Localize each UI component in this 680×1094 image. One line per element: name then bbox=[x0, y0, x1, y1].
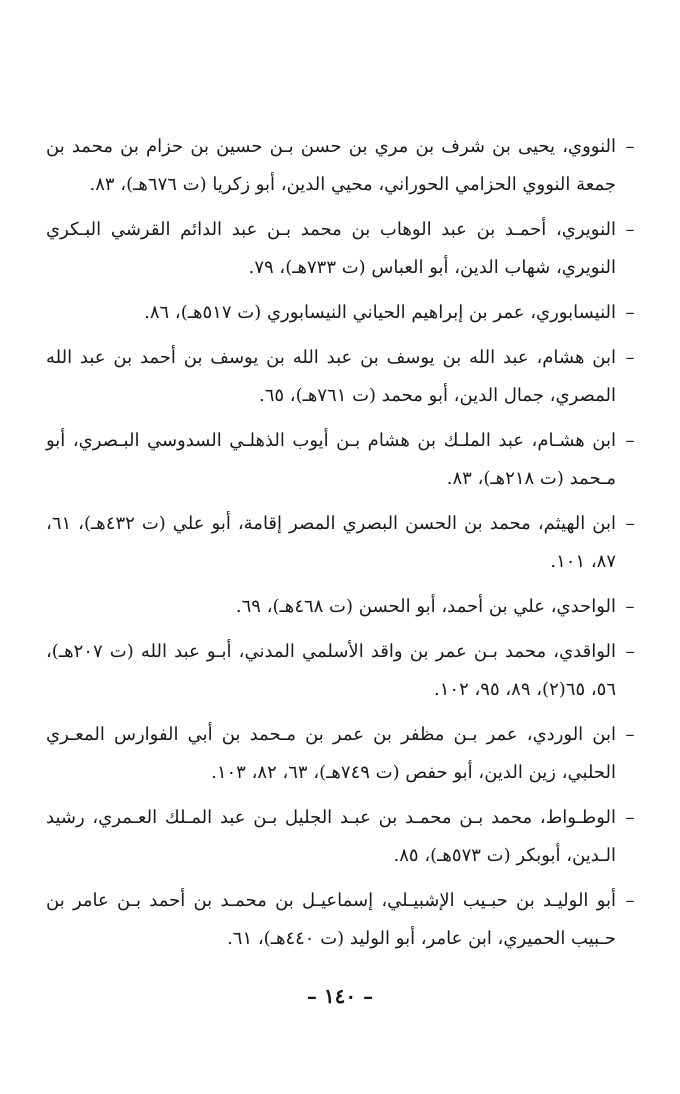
index-entry-waqidi bbox=[46, 633, 638, 709]
entry-text: ابن هشام، عبد الله بن يوسف بن عبد الله بن يوسف بن أحمد بن عبد الله المصري، جمال الدين، أبو محمد (ت ٧٦١هـ)، ٦٥. bbox=[46, 347, 616, 406]
entry-text: الواقدي، محمد بـن عمر بن واقد الأسلمي المدني، أبـو عبد الله (ت ٢٠٧هـ)، ٥٦، ٦٥(٢)، ٨٩، ٩٥، ١٠٢. bbox=[46, 641, 616, 700]
index-entry-ibn-hisham-2 bbox=[46, 422, 638, 498]
entry-dash: – bbox=[625, 513, 635, 534]
index-page bbox=[46, 128, 638, 965]
entry-dash: – bbox=[625, 807, 635, 828]
entry-dash: – bbox=[625, 302, 635, 323]
index-entry-naysaburi bbox=[46, 294, 638, 332]
index-entry-nawawi bbox=[46, 128, 638, 204]
entry-text: ابن الهيثم، محمد بن الحسن البصري المصر إقامة، أبو علي (ت ٤٣٢هـ)، ٦١، ٨٧، ١٠١. bbox=[46, 513, 616, 572]
entry-text: النووي، يحيى بن شرف بن مري بن حسن بـن حسين بن حزام بن محمد بن جمعة النووي الحزامي الحوراني، محيي الدين، أبو زكريا (ت ٦٧٦هـ)، ٨٣. bbox=[46, 136, 616, 195]
entry-dash: – bbox=[625, 136, 635, 157]
index-entry-ibn-al-haytham bbox=[46, 505, 638, 581]
entry-text: النيسابوري، عمر بن إبراهيم الحياني النيسابوري (ت ٥١٧هـ)، ٨٦. bbox=[144, 302, 616, 323]
entry-dash: – bbox=[625, 641, 635, 662]
entry-text: الوطـواط، محمد بـن محمـد بن عبـد الجليل بـن عبد المـلك العـمري، رشيد الـدين، أبوبكر (ت ٥٧٣هـ)، ٨٥. bbox=[46, 807, 616, 866]
index-entry-abu-al-walid bbox=[46, 882, 638, 958]
page-number: – ١٤٠ – bbox=[306, 984, 374, 1008]
index-entry-ibn-al-wardi bbox=[46, 716, 638, 792]
entry-dash: – bbox=[625, 596, 635, 617]
entry-dash: – bbox=[625, 430, 635, 451]
entry-dash: – bbox=[625, 219, 635, 240]
entry-text: ابن الوردي، عمر بـن مظفر بن عمر بن مـحمد بن أبي الفوارس المعـري الحلبي، زين الدين، أبو حفص (ت ٧٤٩هـ)، ٦٣، ٨٢، ١٠٣. bbox=[46, 724, 616, 783]
index-entry-nuwayri bbox=[46, 211, 638, 287]
index-entry-watwat bbox=[46, 799, 638, 875]
entry-text: النويري، أحمـد بن عبد الوهاب بن محمد بـن عبد الدائم القرشي البـكري النويري، شهاب الدين، أبو العباس (ت ٧٣٣هـ)، ٧٩. bbox=[46, 219, 616, 278]
index-entry-wahidi bbox=[46, 588, 638, 626]
index-entry-ibn-hisham-1 bbox=[46, 339, 638, 415]
entry-dash: – bbox=[625, 347, 635, 368]
entry-text: أبو الوليـد بن حبـيب الإشبيـلي، إسماعيـل بن محمـد بن أحمد بـن عامر بن حـبيب الحميري، ابن عامر، أبو الوليد (ت ٤٤٠هـ)، ٦١. bbox=[46, 890, 616, 949]
entry-text: ابن هشـام، عبد الملـك بن هشام بـن أيوب الذهلـي السدوسي البـصري، أبو مـحمد (ت ٢١٨هـ)، ٨٣. bbox=[46, 430, 616, 489]
entry-dash: – bbox=[625, 724, 635, 745]
entry-text: الواحدي، علي بن أحمد، أبو الحسن (ت ٤٦٨هـ)، ٦٩. bbox=[235, 596, 616, 617]
entry-dash: – bbox=[625, 890, 635, 911]
